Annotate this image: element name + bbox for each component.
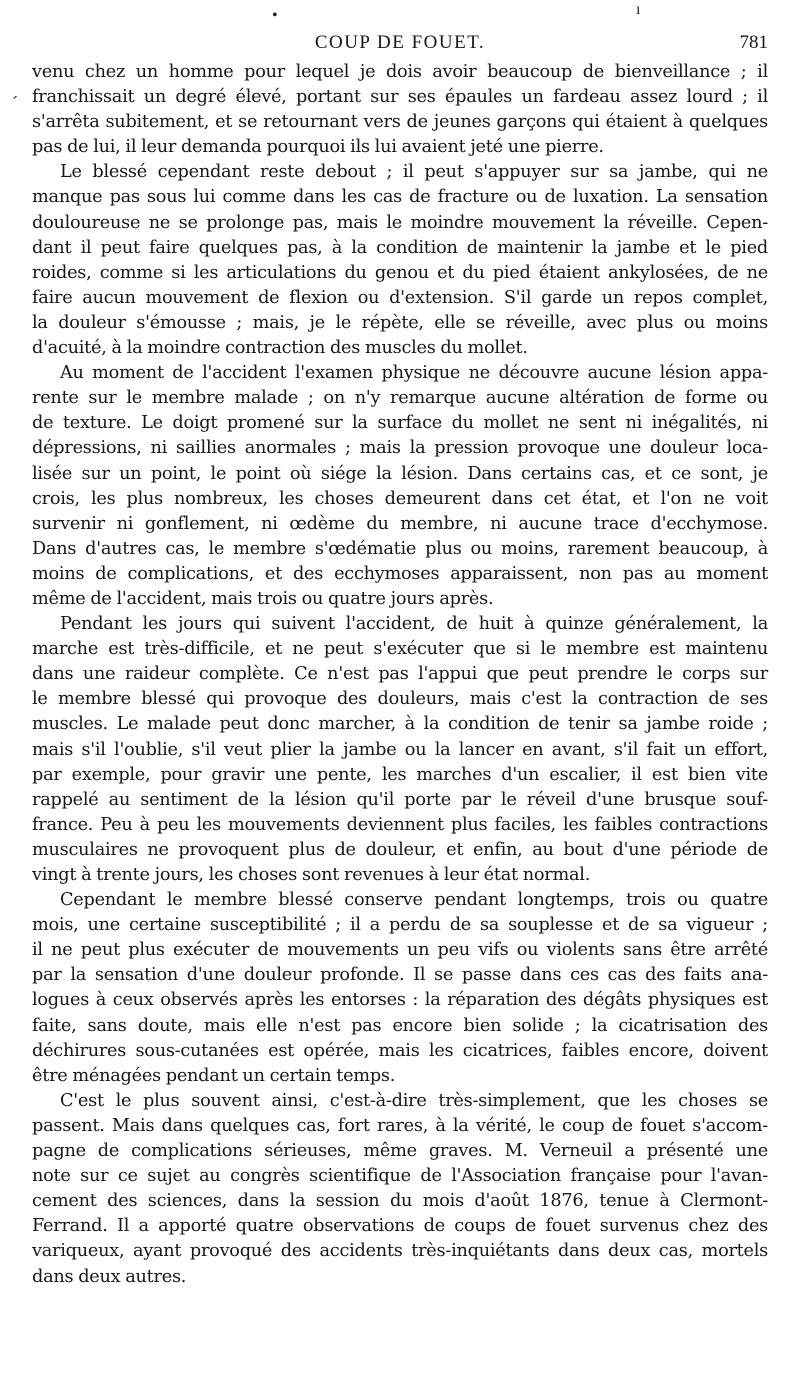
text-line: déchirures sous-cutanées est opérée, mais les cicatrices, faibles encore, doivent (32, 1040, 768, 1061)
text-line: faire aucun mouvement de flexion ou d'extension. S'il garde un repos complet, (32, 287, 768, 308)
text-line: muscles. Le malade peut donc marcher, à la condition de tenir sa jambe roide ; (32, 714, 768, 735)
body-text (32, 60, 768, 1290)
paragraph (32, 60, 768, 160)
text-line: la douleur s'émousse ; mais, je le répète, elle se réveille, avec plus ou moins (32, 312, 768, 333)
text-line: crois, les plus nombreux, les choses demeurent dans cet état, et l'on ne voit (32, 488, 768, 509)
paragraph (32, 612, 768, 888)
page-header (32, 26, 768, 62)
text-line: survenir ni gonflement, ni œdème du membre, ni aucune trace d'ecchymose. (32, 513, 768, 534)
text-line: par la sensation d'une douleur profonde. Il se passe dans ces cas des faits ana- (32, 965, 768, 986)
text-line: le membre blessé qui provoque des douleurs, mais c'est la contraction de ses (32, 689, 768, 710)
text-line: franchissait un degré élevé, portant sur ses épaules un fardeau assez lourd ; il (32, 87, 768, 108)
text-line: passent. Mais dans quelques cas, fort rares, à la vérité, le coup de fouet s'accom- (32, 1115, 768, 1136)
text-line: faite, sans doute, mais elle n'est pas encore bien solide ; la cicatrisation des (32, 1015, 768, 1036)
text-line: dans deux autres. (32, 1266, 187, 1287)
text-line: rappelé au sentiment de la lésion qu'il porte par le réveil d'une brusque souf- (32, 789, 768, 810)
top-dot-mark: • (272, 7, 278, 24)
paragraph (32, 160, 768, 361)
text-line: dépressions, ni saillies anormales ; mais la pression provoque une douleur loca- (32, 438, 768, 459)
text-line: pagne de complications sérieuses, même graves. M. Verneuil a présenté une (32, 1141, 768, 1162)
text-line: mais s'il l'oublie, s'il veut plier la jambe ou la lancer en avant, s'il fait un effort, (32, 739, 768, 760)
text-line: même de l'accident, mais trois ou quatre jours après. (32, 588, 494, 609)
running-title: COUP DE FOUET. (314, 32, 486, 53)
text-line: france. Peu à peu les mouvements deviennent plus faciles, les faibles contractions (32, 814, 768, 835)
text-line: Cependant le membre blessé conserve pendant longtemps, trois ou quatre (60, 890, 768, 911)
paragraph (32, 888, 768, 1089)
text-line: vingt à trente jours, les choses sont revenues à leur état normal. (32, 865, 591, 885)
text-line: par exemple, pour gravir une pente, les marches d'un escalier, il est bien vite (32, 764, 768, 785)
page-number: 781 (739, 32, 768, 53)
text-line: être ménagées pendant un certain temps. (32, 1065, 396, 1086)
text-line: C'est le plus souvent ainsi, c'est-à-dire très-simplement, que les choses se (60, 1090, 768, 1111)
text-line: moins de complications, et des ecchymoses apparaissent, non pas au moment (32, 563, 768, 584)
text-line: Pendant les jours qui suivent l'accident, de huit à quinze généralement, la (60, 614, 768, 635)
text-line: mois, une certaine susceptibilité ; il a perdu de sa souplesse et de sa vigueur ; (32, 915, 768, 936)
margin-mark: ´ (12, 93, 18, 113)
text-line: venu chez un homme pour lequel je dois avoir beaucoup de bienveillance ; il (32, 62, 768, 82)
text-line: Dans d'autres cas, le membre s'œdématie plus ou moins, rarement beaucoup, à (32, 538, 768, 559)
text-line: cement des sciences, dans la session du mois d'août 1876, tenue à Clermont- (32, 1191, 768, 1212)
text-line: dans une raideur complète. Ce n'est pas l'appui que peut prendre le corps sur (32, 664, 768, 685)
text-line: Au moment de l'accident l'examen physique ne découvre aucune lésion appa- (60, 363, 768, 384)
text-line: il ne peut plus exécuter de mouvements un peu vifs ou violents sans être arrêté (32, 940, 768, 961)
text-line: pas de lui, il leur demanda pourquoi ils lui avaient jeté une pierre. (32, 137, 604, 158)
text-line: Ferrand. Il a apporté quatre observations de coups de fouet survenus chez des (32, 1216, 768, 1237)
text-line: douloureuse ne se prolonge pas, mais le moindre mouvement la réveille. Cepen- (32, 212, 768, 233)
text-line: note sur ce sujet au congrès scientifique de l'Association française pour l'avan- (32, 1166, 768, 1187)
text-line: lisée sur un point, le point où siége la lésion. Dans certains cas, et ce sont, je (32, 463, 768, 484)
text-line: s'arrêta subitement, et se retournant vers de jeunes garçons qui étaient à quelques (32, 112, 768, 133)
text-line: Le blessé cependant reste debout ; il peut s'appuyer sur sa jambe, qui ne (60, 162, 768, 183)
text-line: manque pas sous lui comme dans les cas de fracture ou de luxation. La sensation (32, 187, 768, 208)
text-line: logues à ceux observés après les entorses : la réparation des dégâts physiques est (32, 990, 768, 1011)
text-line: dant il peut faire quelques pas, à la condition de maintenir la jambe et le pied (32, 237, 768, 258)
text-line: variqueux, ayant provoqué des accidents très-inquiétants dans deux cas, mortels (32, 1241, 768, 1262)
text-line: musculaires ne provoquent plus de douleur, et enfin, au bout d'une période de (32, 839, 768, 860)
text-line: de texture. Le doigt promené sur la surface du mollet ne sent ni inégalités, ni (32, 413, 768, 434)
text-line: marche est très-difficile, et ne peut s'exécuter que si le membre est maintenu (32, 639, 768, 660)
text-line: rente sur le membre malade ; on n'y remarque aucune altération de forme ou (32, 388, 768, 409)
paragraph (32, 361, 768, 612)
text-line: d'acuité, à la moindre contraction des muscles du mollet. (32, 338, 528, 359)
text-line: roides, comme si les articulations du genou et du pied étaient ankylosées, de ne (32, 262, 768, 283)
paragraph (32, 1089, 768, 1290)
corner-mark: ı (636, 1, 641, 18)
